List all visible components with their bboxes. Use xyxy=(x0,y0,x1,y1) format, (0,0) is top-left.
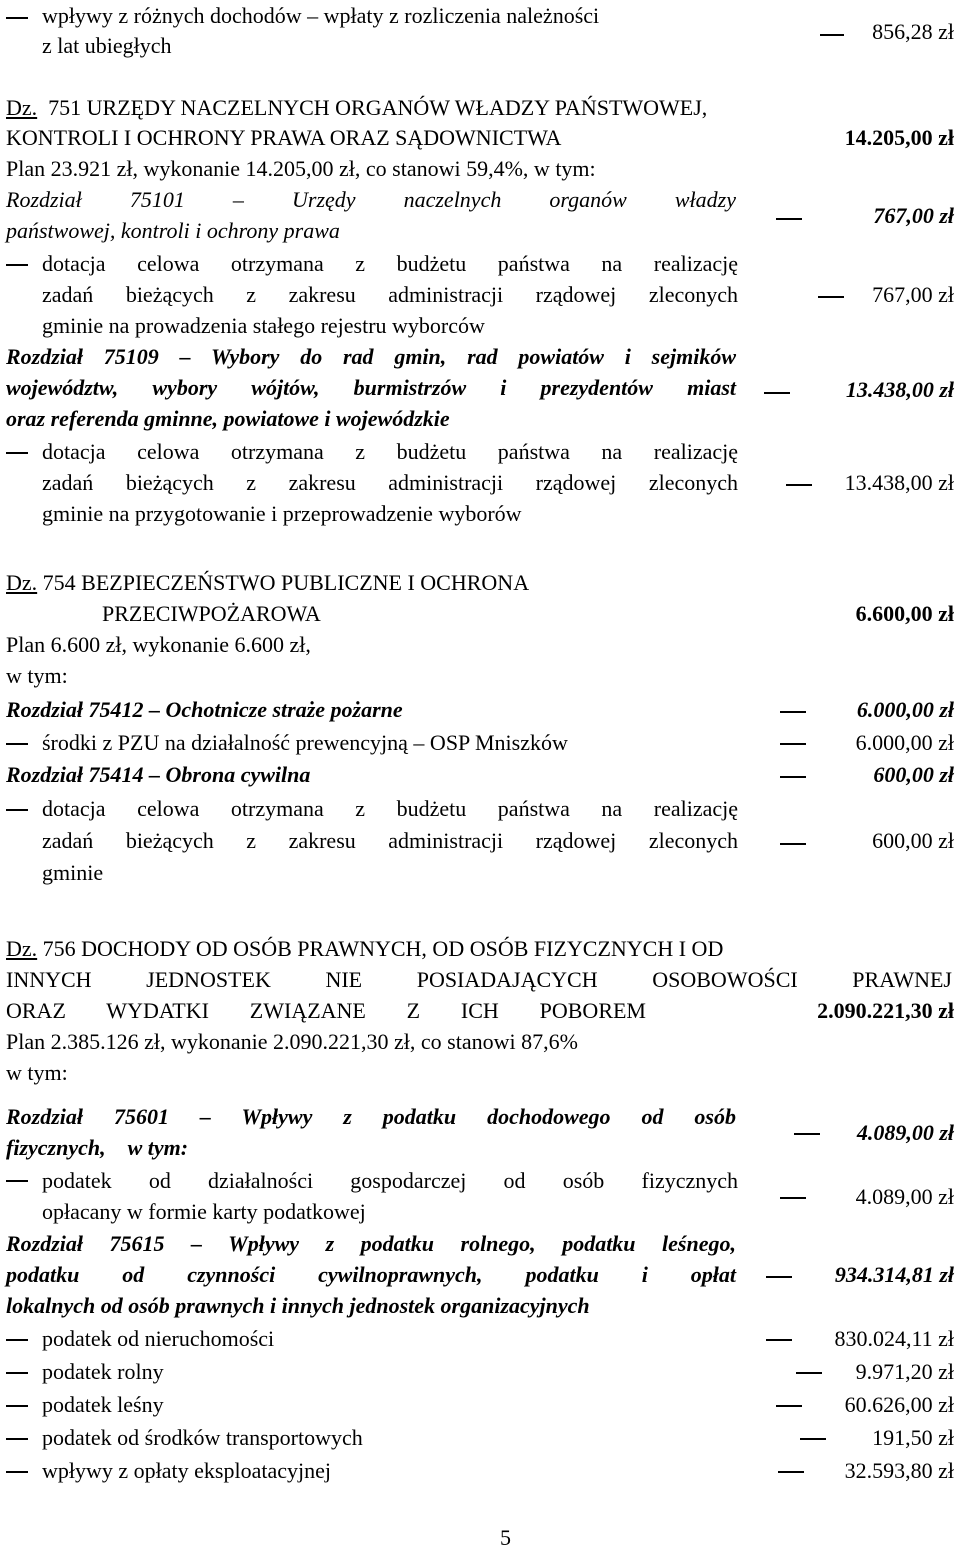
section-title-line: 756 DOCHODY OD OSÓB PRAWNYCH, OD OSÓB FIZYCZNYCH I OD xyxy=(42,936,724,961)
item-line: opłacany w formie karty podatkowej xyxy=(42,1199,366,1224)
item-line: gminie na przygotowanie i przeprowadzenie wyborów xyxy=(42,501,522,526)
tax-item-amount: 60.626,00 zł xyxy=(844,1392,954,1417)
amount-dash xyxy=(780,743,806,745)
tax-item-label: podatek od środków transportowych xyxy=(42,1425,363,1450)
amount-dash xyxy=(780,1197,806,1199)
plan-line: Plan 2.385.126 zł, wykonanie 2.090.221,30 zł, co stanowi 87,6% xyxy=(6,1029,578,1054)
bullet-dash xyxy=(6,17,28,19)
item-line: gminie xyxy=(42,860,104,885)
bullet-dash xyxy=(6,1372,28,1374)
section-amount: 2.090.221,30 zł xyxy=(817,998,954,1023)
section-heading-756 xyxy=(6,933,723,964)
section-title-line: KONTROLI I OCHRONY PRAWA ORAZ SĄDOWNICTWA xyxy=(6,125,562,150)
item-line: dotacja celowa otrzymana z budżetu państwa na realizację xyxy=(42,439,738,464)
tax-item-label: podatek rolny xyxy=(42,1359,164,1384)
tax-item-amount: 191,50 zł xyxy=(872,1425,954,1450)
bullet-dash xyxy=(6,809,28,811)
amount-dash xyxy=(766,1276,792,1278)
amount-dash xyxy=(786,484,812,486)
item-line: dotacja celowa otrzymana z budżetu państwa na realizację xyxy=(42,251,738,276)
page-number: 5 xyxy=(500,1525,511,1550)
tax-item-amount: 32.593,80 zł xyxy=(844,1458,954,1483)
item-line: gminie na prowadzenia stałego rejestru wyborców xyxy=(42,313,485,338)
chapter-75109-line: Rozdział 75109 – Wybory do rad gmin, rad powiatów i sejmików xyxy=(6,344,736,369)
chapter-75601-line: Rozdział 75601 – Wpływy z podatku dochodowego od osób xyxy=(6,1104,736,1129)
section-heading-754 xyxy=(6,567,529,598)
section-dz-label: Dz. xyxy=(6,936,38,961)
item-amount: 4.089,00 zł xyxy=(855,1184,954,1209)
wtym-line: w tym: xyxy=(6,1060,68,1085)
item-amount: 767,00 zł xyxy=(872,282,954,307)
bullet-dash xyxy=(6,743,28,745)
chapter-75109-line: województw, wybory wójtów, burmistrzów i prezydentów miast xyxy=(6,375,736,400)
section-title-line: PRZECIWPOŻAROWA xyxy=(102,601,321,626)
tax-item-label: podatek od nieruchomości xyxy=(42,1326,275,1351)
chapter-amount: 934.314,81 zł xyxy=(834,1262,954,1287)
chapter-amount: 600,00 zł xyxy=(873,762,954,787)
plan-line: Plan 6.600 zł, wykonanie 6.600 zł, xyxy=(6,632,311,657)
amount-dash xyxy=(800,1438,826,1440)
bullet-dash xyxy=(6,1471,28,1473)
chapter-amount: 6.000,00 zł xyxy=(856,697,954,722)
item-amount: 6.000,00 zł xyxy=(855,730,954,755)
item-line: środki z PZU na działalność prewencyjną – OSP Mniszków xyxy=(42,730,568,755)
tax-item-label: podatek leśny xyxy=(42,1392,164,1417)
chapter-75101-line: Rozdział 75101 – Urzędy naczelnych organów władzy xyxy=(6,187,736,212)
amount-dash xyxy=(780,776,806,778)
chapter-75109-line: oraz referenda gminne, powiatowe i wojewódzkie xyxy=(6,406,450,431)
chapter-75615-line: lokalnych od osób prawnych i innych jednostek organizacyjnych xyxy=(6,1293,590,1318)
section-title-line: 751 URZĘDY NACZELNYCH ORGANÓW WŁADZY PAŃSTWOWEJ, xyxy=(48,95,708,120)
amount-dash xyxy=(776,218,802,220)
amount-dash xyxy=(794,1133,820,1135)
section-dz-label: Dz. xyxy=(6,95,38,120)
plan-line: Plan 23.921 zł, wykonanie 14.205,00 zł, co stanowi 59,4%, w tym: xyxy=(6,156,596,181)
amount-dash xyxy=(796,1372,822,1374)
amount-dash xyxy=(778,1471,804,1473)
item-line: zadań bieżących z zakresu administracji rządowej zleconych xyxy=(42,828,738,853)
section-heading-751 xyxy=(6,92,707,123)
tax-item-amount: 830.024,11 zł xyxy=(834,1326,954,1351)
section-title-line: 754 BEZPIECZEŃSTWO PUBLICZNE I OCHRONA xyxy=(42,570,530,595)
bullet-dash xyxy=(6,1438,28,1440)
section-dz-label: Dz. xyxy=(6,570,38,595)
chapter-75101-line: państwowej, kontroli i ochrony prawa xyxy=(6,218,340,243)
bullet-dash xyxy=(6,1405,28,1407)
item-line: dotacja celowa otrzymana z budżetu państwa na realizację xyxy=(42,796,738,821)
bullet-dash xyxy=(6,1180,28,1182)
amount-dash xyxy=(780,843,806,845)
chapter-75412: Rozdział 75412 – Ochotnicze straże pożarne xyxy=(6,697,403,722)
amount-dash xyxy=(776,1405,802,1407)
chapter-amount: 767,00 zł xyxy=(873,203,954,228)
item-line: zadań bieżących z zakresu administracji rządowej zleconych xyxy=(42,282,738,307)
item-amount: 600,00 zł xyxy=(872,828,954,853)
amount-dash xyxy=(766,1339,792,1341)
section-amount: 14.205,00 zł xyxy=(844,125,954,150)
tax-item-label: wpływy z opłaty eksploatacyjnej xyxy=(42,1458,331,1483)
item-amount: 13.438,00 zł xyxy=(844,470,954,495)
item-line: zadań bieżących z zakresu administracji rządowej zleconych xyxy=(42,470,738,495)
income-item-line: wpływy z różnych dochodów – wpłaty z rozliczenia należności xyxy=(42,3,600,28)
chapter-75615-line: Rozdział 75615 – Wpływy z podatku rolnego, podatku leśnego, xyxy=(6,1231,736,1256)
chapter-75601-wtym: w tym: xyxy=(127,1135,189,1160)
amount-dash xyxy=(780,711,806,713)
chapter-amount: 4.089,00 zł xyxy=(856,1120,954,1145)
bullet-dash xyxy=(6,452,28,454)
amount-dash xyxy=(820,34,844,36)
tax-item-amount: 9.971,20 zł xyxy=(855,1359,954,1384)
bullet-dash xyxy=(6,264,28,266)
amount-dash xyxy=(764,392,790,394)
wtym-line: w tym: xyxy=(6,663,68,688)
chapter-75615-line: podatku od czynności cywilnoprawnych, podatku i opłat xyxy=(6,1262,736,1287)
section-amount: 6.600,00 zł xyxy=(855,601,954,626)
income-amount: 856,28 zł xyxy=(872,19,954,44)
item-line: podatek od działalności gospodarczej od osób fizycznych xyxy=(42,1168,738,1193)
income-item-line: z lat ubiegłych xyxy=(42,33,172,58)
chapter-75414: Rozdział 75414 – Obrona cywilna xyxy=(6,762,311,787)
section-title-line: ORAZ WYDATKI ZWIĄZANE Z ICH POBOREM xyxy=(6,998,646,1023)
chapter-amount: 13.438,00 zł xyxy=(845,377,954,402)
chapter-75601-text: fizycznych, xyxy=(6,1135,106,1160)
amount-dash xyxy=(818,296,844,298)
bullet-dash xyxy=(6,1339,28,1341)
chapter-75601-line xyxy=(6,1132,188,1163)
section-title-line: INNYCH JEDNOSTEK NIE POSIADAJĄCYCH OSOBOWOŚCI PRAWNEJ xyxy=(6,967,952,992)
